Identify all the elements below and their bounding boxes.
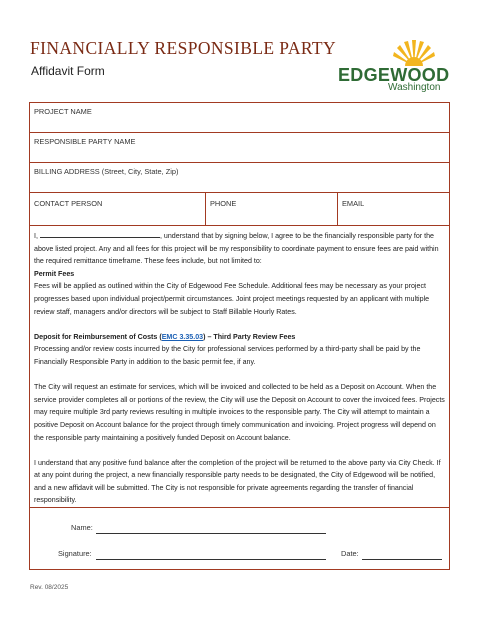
revision-note: Rev. 08/2025 [30,584,69,591]
name-line[interactable] [96,533,326,534]
project-name-label: PROJECT NAME [34,107,92,116]
responsible-party-label: RESPONSIBLE PARTY NAME [34,137,136,146]
deposit-heading: Deposit for Reimbursement of Costs (EMC 3.35.03) – Third Party Review Fees [34,332,296,341]
responsible-party-row[interactable] [30,133,449,163]
project-name-row[interactable] [30,103,449,133]
emc-link[interactable]: EMC 3.35.03 [161,332,204,341]
affidavit-form [29,102,450,570]
contact-row [30,193,449,226]
email-label: EMAIL [342,199,365,208]
name-label: Name: [71,523,93,532]
permit-paragraph: Fees will be applied as outlined within the City of Edgewood Fee Schedule. Additional fees may be necessary as your project progresses based upon individual project/permit circumstances. Joint project meetings requested by an applicant with multiple review staff, managers and/or directors will be subject to Staff Billable Hourly Rates. [34,282,430,316]
terms-text [34,230,445,507]
terms-section [30,226,449,508]
date-line[interactable] [362,559,442,560]
signature-label: Signature: [58,549,92,558]
page-title: FINANCIALLY RESPONSIBLE PARTY [30,38,337,58]
billing-address-label: BILLING ADDRESS (Street, City, State, Zip) [34,167,179,176]
return-paragraph: I understand that any positive fund balance after the completion of the project will be returned to the above party via City Check. If at any point during the project, a new financially responsible party needs to be designated, the City of Edgewood will be notified, and a new affidavit will be submitted. The City is not responsible for private agreements regarding the transfer of financial responsibility. [34,458,441,505]
permit-heading: Permit Fees [34,269,75,278]
signature-line[interactable] [96,559,326,560]
logo-wordmark: EDGEWOOD [338,65,450,85]
phone-label: PHONE [210,199,237,208]
name-blank-field[interactable] [40,230,160,238]
logo-subtitle: Washington [388,82,441,93]
page-subtitle: Affidavit Form [31,64,105,78]
divider [337,193,338,226]
contact-person-label: CONTACT PERSON [34,199,103,208]
deposit-paragraph: Processing and/or review costs incurred by the City for professional services performed by a third-party shall be paid by the Financially Responsible Party in addition to the basic permit fee, if any. [34,345,421,366]
estimate-paragraph: The City will request an estimate for services, which will be invoiced and collected to be held as a Deposit on Account. When the service provider completes all or portions of the review, the City will use the Deposit on Account to cover the invoiced fees. Projects may require multiple 3rd party reviews resulting in multiple invoices to the responsible party. The City will attempt to maintain a positive Deposit on Account balance for the project through timely communication and invoicing. Project progress will depend on the responsible party maintaining a positively funded Deposit on Account balance. [34,383,445,442]
divider [205,193,206,226]
date-label: Date: [341,549,359,558]
intro-paragraph: I, , understand that by signing below, I agree to be the financially responsible party for the above listed project. Any and all fees for this project will be my responsibility to coordinate payment to ensure fees are paid within the required remittance timeframe. These fees include, but not limited to: [34,232,439,266]
sun-logo-icon [392,36,436,66]
billing-address-row[interactable] [30,163,449,193]
